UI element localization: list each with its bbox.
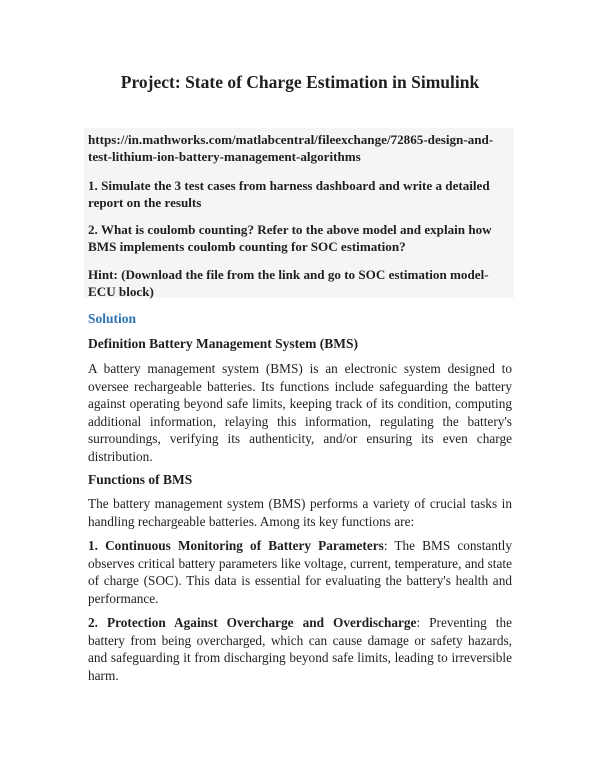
project-link[interactable]: https://in.mathworks.com/matlabcentral/fileexchange/72865-design-and-test-lithium-ion-battery-management-algorithms xyxy=(88,132,494,164)
functions-intro: The battery management system (BMS) performs a variety of crucial tasks in handling rechargeable batteries. Among its key functions are: xyxy=(88,496,512,529)
page-title: Project: State of Charge Estimation in Simulink xyxy=(120,72,480,92)
function-item xyxy=(88,537,512,607)
solution-heading: Solution xyxy=(88,311,137,326)
function-item xyxy=(88,614,512,684)
function-item-label: 1. Continuous Monitoring of Battery Parameters xyxy=(88,538,384,553)
hint-text: Hint: (Download the file from the link and go to SOC estimation model-ECU block) xyxy=(88,267,489,299)
function-item-label: 2. Protection Against Overcharge and Overdischarge xyxy=(88,615,417,630)
function-item-text: : Preventing the battery from being overcharged, which can cause damage or safety hazards, and safeguarding it from discharging beyond safe limits, leading to irreversible harm. xyxy=(88,615,512,683)
question-1: 1. Simulate the 3 test cases from harness dashboard and write a detailed report on the results xyxy=(88,178,490,210)
function-item-text: : The BMS constantly observes critical battery parameters like voltage, current, temperature, and state of charge (SOC). This data is essential for evaluating the battery's health and performance. xyxy=(88,538,512,606)
functions-heading: Functions of BMS xyxy=(88,472,193,487)
question-2: 2. What is coulomb counting? Refer to the above model and explain how BMS implements coulomb counting for SOC estimation? xyxy=(88,222,492,254)
definition-heading: Definition Battery Management System (BMS) xyxy=(88,336,358,351)
definition-paragraph: A battery management system (BMS) is an electronic system designed to oversee rechargeable batteries. Its functions include safeguarding the battery against operating beyond safe limits, keeping track of its condition, computing additional information, relaying this information, regulating the battery's surroundings, verifying its authenticity, and/or ensuring its even charge distribution. xyxy=(88,361,512,464)
